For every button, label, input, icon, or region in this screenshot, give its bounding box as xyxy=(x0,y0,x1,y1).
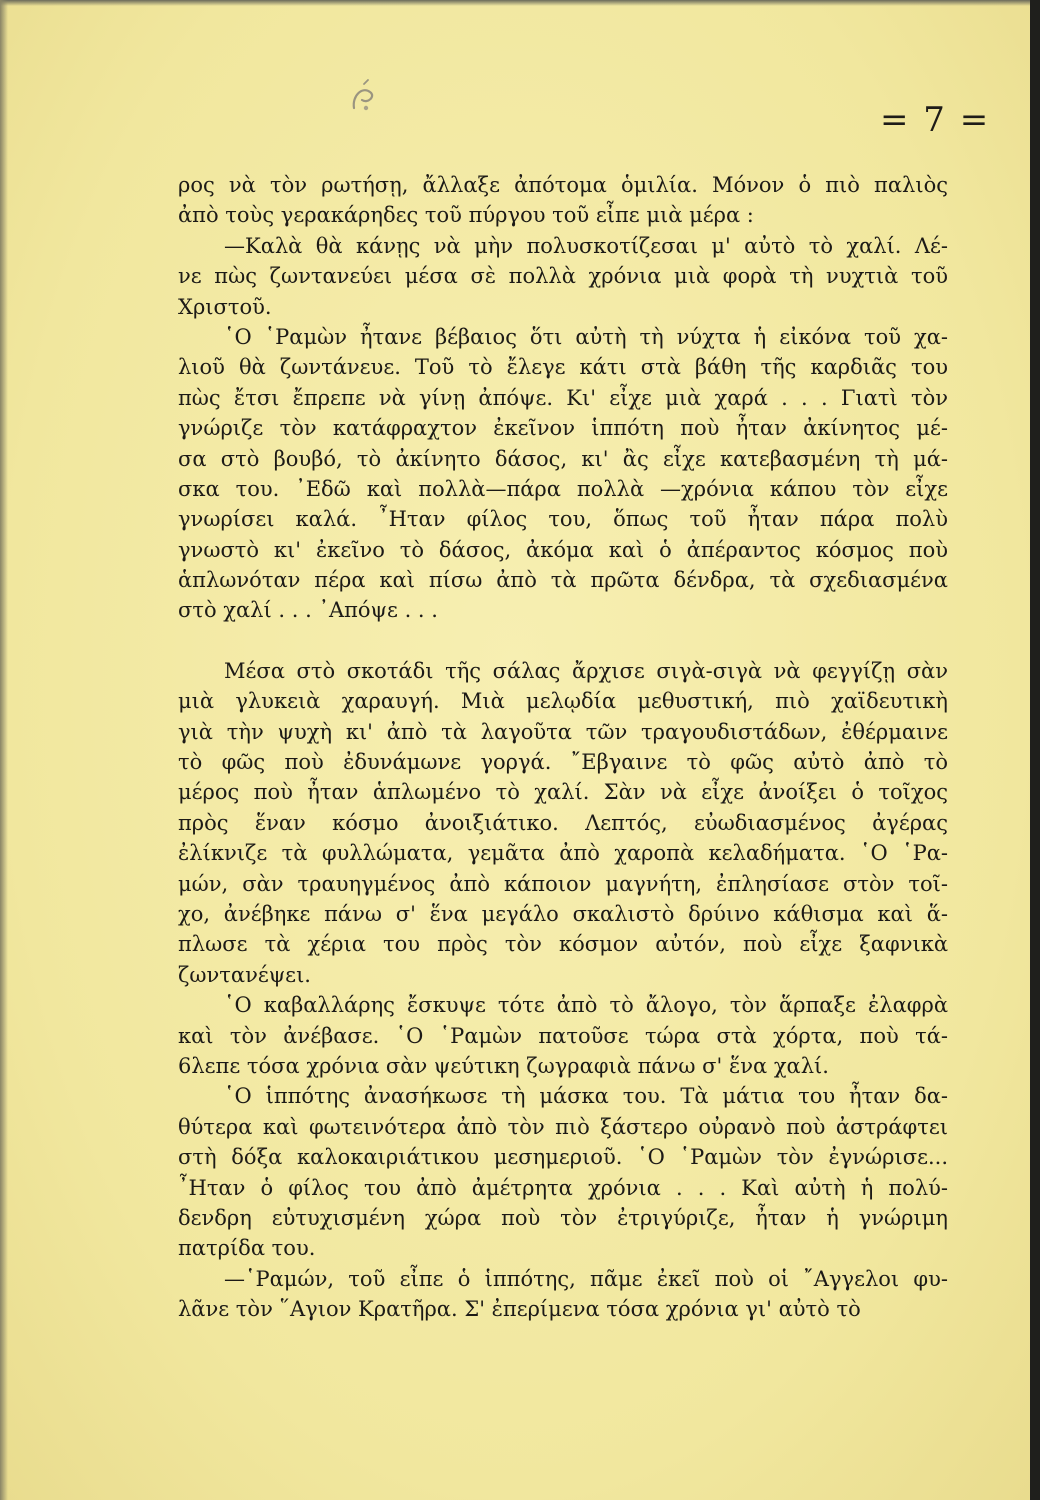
text-line: μέρος ποὺ ἦταν ἁπλωμένο τὸ χαλί. Σὰν νὰ εἶχε ἀνοίξει ὁ τοῖχος xyxy=(178,780,948,805)
text-line: γνωστὸ κι' ἐκεῖνο τὸ δάσος, ἀκόμα καὶ ὁ ἀπέραντος κόσμος ποὺ xyxy=(178,537,948,562)
text-line: ῏Ηταν ὁ φίλος του ἀπὸ ἀμέτρητα χρόνια . . . Καὶ αὐτὴ ἡ πολύ- xyxy=(178,1175,948,1200)
text-line: ἐλίκνιζε τὰ φυλλώματα, γεμᾶτα ἀπὸ χαροπὰ κελαδήματα. ῾Ο ῾Ρα- xyxy=(178,841,948,866)
text-line: τὸ φῶς ποὺ ἐδυνάμωνε γοργά. ῎Εβγαινε τὸ φῶς αὐτὸ ἀπὸ τὸ xyxy=(178,750,948,775)
text-line: ἀπὸ τοὺς γερακάρηδες τοῦ πύργου τοῦ εἶπε μιὰ μέρα : xyxy=(178,203,754,228)
scan-border xyxy=(1030,0,1040,1500)
text-line: χο, ἀνέβηκε πάνω σ' ἕνα μεγάλο σκαλιστὸ δρύινο κάθισμα καὶ ἅ- xyxy=(178,901,948,926)
text-line: καὶ τὸν ἀνέβασε. ῾Ο ῾Ραμὼν πατοῦσε τώρα στὰ χόρτα, ποὺ τά- xyxy=(178,1023,948,1048)
text-line: νε πὼς ζωντανεύει μέσα σὲ πολλὰ χρόνια μιὰ φορὰ τὴ νυχτιὰ τοῦ xyxy=(178,264,948,289)
text-line: ῾Ο καβαλλάρης ἔσκυψε τότε ἀπὸ τὸ ἄλογο, τὸν ἅρπαξε ἐλαφρὰ xyxy=(224,993,948,1018)
text-line: μών, σὰν τραυηγμένος ἀπὸ κάποιον μαγνήτη, ἐπλησίασε στὸν τοῖ- xyxy=(178,871,948,896)
text-line: —Καλὰ θὰ κάνῃς νὰ μὴν πολυσκοτίζεσαι μ' αὐτὸ τὸ χαλί. Λέ- xyxy=(224,233,948,258)
text-line: γνωρίσει καλά. ῏Ηταν φίλος του, ὅπως τοῦ ἦταν πάρα πολὺ xyxy=(178,507,948,532)
text-line: ἁπλωνόταν πέρα καὶ πίσω ἀπὸ τὰ πρῶτα δένδρα, τὰ σχεδιασμένα xyxy=(178,568,948,593)
paragraph xyxy=(178,1081,948,1263)
paragraph xyxy=(178,322,948,626)
text-line: πλωσε τὰ χέρια του πρὸς τὸν κόσμον αὐτόν, ποὺ εἶχε ξαφνικὰ xyxy=(178,932,948,957)
paragraph xyxy=(178,231,948,322)
paragraph xyxy=(178,1264,948,1325)
text-line: πὼς ἔτσι ἔπρεπε νὰ γίνῃ ἀπόψε. Κι' εἶχε μιὰ χαρά . . . Γιατὶ τὸν xyxy=(178,385,948,410)
text-line: στὸ χαλί . . . ᾿Απόψε . . . xyxy=(178,598,438,623)
text-line: γνώριζε τὸν κατάφραχτον ἐκεῖνον ἱππότη ποὺ ἦταν ἀκίνητος μέ- xyxy=(178,416,948,441)
paragraph xyxy=(178,990,948,1081)
paragraph xyxy=(178,170,948,231)
text-line: 6λεπε τόσα χρόνια σὰν ψεύτικη ζωγραφιὰ πάνω σ' ἕνα χαλί. xyxy=(178,1053,829,1078)
text-line: —῾Ραμών, τοῦ εἶπε ὁ ἱππότης, πᾶμε ἐκεῖ ποὺ οἱ ῎Αγγελοι φυ- xyxy=(224,1266,948,1291)
paragraph-gap xyxy=(178,626,948,656)
text-line: στὴ δόξα καλοκαιριάτικου μεσημεριοῦ. ῾Ο ῾Ραμὼν τὸν ἐγνώρισε... xyxy=(178,1145,948,1170)
text-line: θύτερα καὶ φωτεινότερα ἀπὸ τὸν πιὸ ξάστερο οὐρανὸ ποὺ ἀστράφτει xyxy=(178,1114,948,1139)
text-line: δενδρη εὐτυχισμένη χώρα ποὺ τὸν ἐτριγύριζε, ἦταν ἡ γνώριμη xyxy=(178,1205,948,1230)
text-line: λιοῦ θὰ ζωντάνευε. Τοῦ τὸ ἔλεγε κάτι στὰ βάθη τῆς καρδιᾶς του xyxy=(178,355,948,380)
page-number: = 7 = xyxy=(880,100,991,140)
text-line: ζωντανέψει. xyxy=(178,962,311,987)
page-left-shadow xyxy=(0,0,8,1500)
body-text xyxy=(178,170,948,1324)
text-line: σκα του. ᾿Εδῶ καὶ πολλὰ—πάρα πολλὰ —χρόνια κάπου τὸν εἶχε xyxy=(178,476,948,501)
text-line: ῾Ο ῾Ραμὼν ἦτανε βέβαιος ὅτι αὐτὴ τὴ νύχτα ἡ εἰκόνα τοῦ χα- xyxy=(224,324,948,349)
text-line: γιὰ τὴν ψυχὴ κι' ἀπὸ τὰ λαγοῦτα τῶν τραγουδιστάδων, ἐθέρμαινε xyxy=(178,719,948,744)
text-line: ῾Ο ἱππότης ἀνασήκωσε τὴ μάσκα του. Τὰ μάτια του ἦταν δα- xyxy=(224,1084,948,1109)
paragraph xyxy=(178,656,948,990)
text-line: μιὰ γλυκειὰ χαραυγή. Μιὰ μελῳδία μεθυστική, πιὸ χαϊδευτικὴ xyxy=(178,689,948,714)
text-line: ρος νὰ τὸν ρωτήσῃ, ἄλλαξε ἀπότομα ὁμιλία. Μόνον ὁ πιὸ παλιὸς xyxy=(178,173,948,197)
text-line: Χριστοῦ. xyxy=(178,294,272,319)
text-line: σα στὸ βουβό, τὸ ἀκίνητο δάσος, κι' ἂς εἶχε κατεβασμένη τὴ μά- xyxy=(178,446,948,471)
text-line: Μέσα στὸ σκοτάδι τῆς σάλας ἄρχισε σιγὰ-σιγὰ νὰ φεγγίζῃ σὰν xyxy=(224,658,948,683)
ink-mark-icon xyxy=(348,78,382,118)
text-line: πατρίδα του. xyxy=(178,1236,316,1261)
page-top-shadow xyxy=(0,0,1030,6)
text-line: λᾶνε τὸν ῞Αγιον Κρατῆρα. Σ' ἐπερίμενα τόσα χρόνια γι' αὐτὸ τὸ xyxy=(178,1297,861,1322)
text-line: πρὸς ἕναν κόσμο ἀνοιξιάτικο. Λεπτός, εὐωδιασμένος ἀγέρας xyxy=(178,810,948,835)
